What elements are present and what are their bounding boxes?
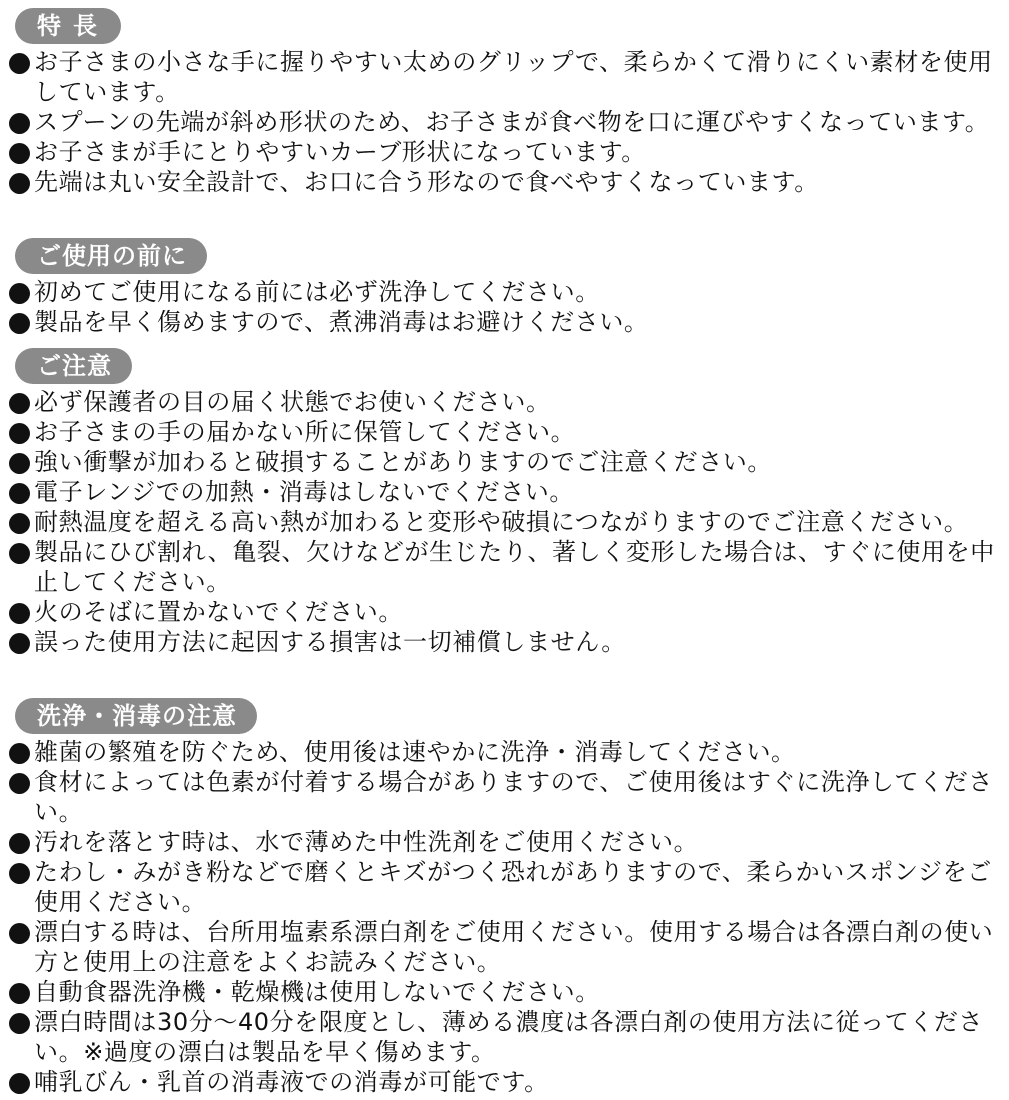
item-text: 食材によっては色素が付着する場合がありますので、ご使用後はすぐに洗浄してください。 [34, 768, 993, 826]
item-text: 自動食器洗浄機・乾燥機は使用しないでください。 [34, 978, 600, 1006]
bullet-icon [9, 113, 30, 134]
list-item [0, 977, 1009, 1007]
bullet-icon [9, 923, 30, 944]
list-item [0, 597, 1009, 627]
bullet-icon [9, 1073, 30, 1094]
bullet-icon [9, 423, 30, 444]
section-cleaning [0, 698, 1009, 1097]
list-item [0, 447, 1009, 477]
bullet-icon [9, 173, 30, 194]
bullet-icon [9, 453, 30, 474]
list-item [0, 107, 1009, 137]
list-item [0, 477, 1009, 507]
bullet-icon [9, 1013, 30, 1034]
bullet-icon [9, 773, 30, 794]
list-item [0, 767, 1009, 827]
item-text: 火のそばに置かないでください。 [34, 598, 403, 626]
list-item [0, 737, 1009, 767]
bullet-icon [9, 313, 30, 334]
item-text: スプーンの先端が斜め形状のため、お子さまが食べ物を口に運びやすくなっています。 [34, 108, 990, 136]
before-use-list [0, 277, 1009, 337]
bullet-icon [9, 633, 30, 654]
bullet-icon [9, 863, 30, 884]
bullet-icon [9, 833, 30, 854]
item-text: 誤った使用方法に起因する損害は一切補償しません。 [34, 628, 626, 656]
feature-list [0, 47, 1009, 197]
list-item [0, 627, 1009, 657]
bullet-icon [9, 603, 30, 624]
item-text: 汚れを落とす時は、水で薄めた中性洗剤をご使用ください。 [34, 828, 699, 856]
bullet-icon [9, 53, 30, 74]
bullet-icon [9, 543, 30, 564]
section-features [0, 8, 1009, 197]
section-title-badge: 特長 [15, 8, 121, 44]
list-item [0, 47, 1009, 107]
section-title-badge: ご注意 [15, 348, 132, 384]
list-item [0, 827, 1009, 857]
bullet-icon [9, 143, 30, 164]
list-item [0, 417, 1009, 447]
bullet-icon [9, 483, 30, 504]
list-item [0, 917, 1009, 977]
list-item [0, 167, 1009, 197]
list-item [0, 537, 1009, 597]
section-before-use [0, 238, 1009, 337]
item-text: たわし・みがき粉などで磨くとキズがつく恐れがありますので、柔らかいスポンジをご使用ください。 [34, 858, 992, 916]
item-text: 初めてご使用になる前には必ず洗浄してください。 [34, 278, 600, 306]
item-text: 必ず保護者の目の届く状態でお使いください。 [34, 388, 551, 416]
item-text: 先端は丸い安全設計で、お口に合う形なので食べやすくなっています。 [34, 168, 819, 196]
section-title-badge: 洗浄・消毒の注意 [15, 698, 257, 734]
item-text: 電子レンジでの加熱・消毒はしないでください。 [34, 478, 574, 506]
item-text: 漂白時間は30分～40分を限度とし、薄める濃度は各漂白剤の使用方法に従ってください。※過度の漂白は製品を早く傷めます。 [34, 1008, 984, 1066]
list-item [0, 307, 1009, 337]
item-text: お子さまが手にとりやすいカーブ形状になっています。 [34, 138, 646, 166]
bullet-icon [9, 283, 30, 304]
item-text: お子さまの手の届かない所に保管してください。 [34, 418, 576, 446]
list-item [0, 387, 1009, 417]
bullet-icon [9, 393, 30, 414]
item-text: 製品にひび割れ、亀裂、欠けなどが生じたり、著しく変形した場合は、すぐに使用を中止してください。 [34, 538, 995, 596]
section-title-badge: ご使用の前に [15, 238, 207, 274]
list-item [0, 137, 1009, 167]
list-item [0, 507, 1009, 537]
caution-list [0, 387, 1009, 657]
list-item [0, 1067, 1009, 1097]
item-text: 製品を早く傷めますので、煮沸消毒はお避けください。 [34, 308, 649, 336]
item-text: 哺乳びん・乳首の消毒液での消毒が可能です。 [34, 1068, 549, 1096]
bullet-icon [9, 743, 30, 764]
item-text: 漂白する時は、台所用塩素系漂白剤をご使用ください。使用する場合は各漂白剤の使い方と使用上の注意をよくお読みください。 [34, 918, 994, 976]
bullet-icon [9, 983, 30, 1004]
list-item [0, 857, 1009, 917]
list-item [0, 277, 1009, 307]
item-text: 強い衝撃が加わると破損することがありますのでご注意ください。 [34, 448, 772, 476]
list-item [0, 1007, 1009, 1067]
item-text: お子さまの小さな手に握りやすい太めのグリップで、柔らかくて滑りにくい素材を使用しています。 [34, 48, 993, 106]
cleaning-list [0, 737, 1009, 1097]
section-cautions [0, 348, 1009, 657]
item-text: 雑菌の繁殖を防ぐため、使用後は速やかに洗浄・消毒してください。 [34, 738, 796, 766]
item-text: 耐熱温度を超える高い熱が加わると変形や破損につながりますのでご注意ください。 [34, 508, 969, 536]
bullet-icon [9, 513, 30, 534]
